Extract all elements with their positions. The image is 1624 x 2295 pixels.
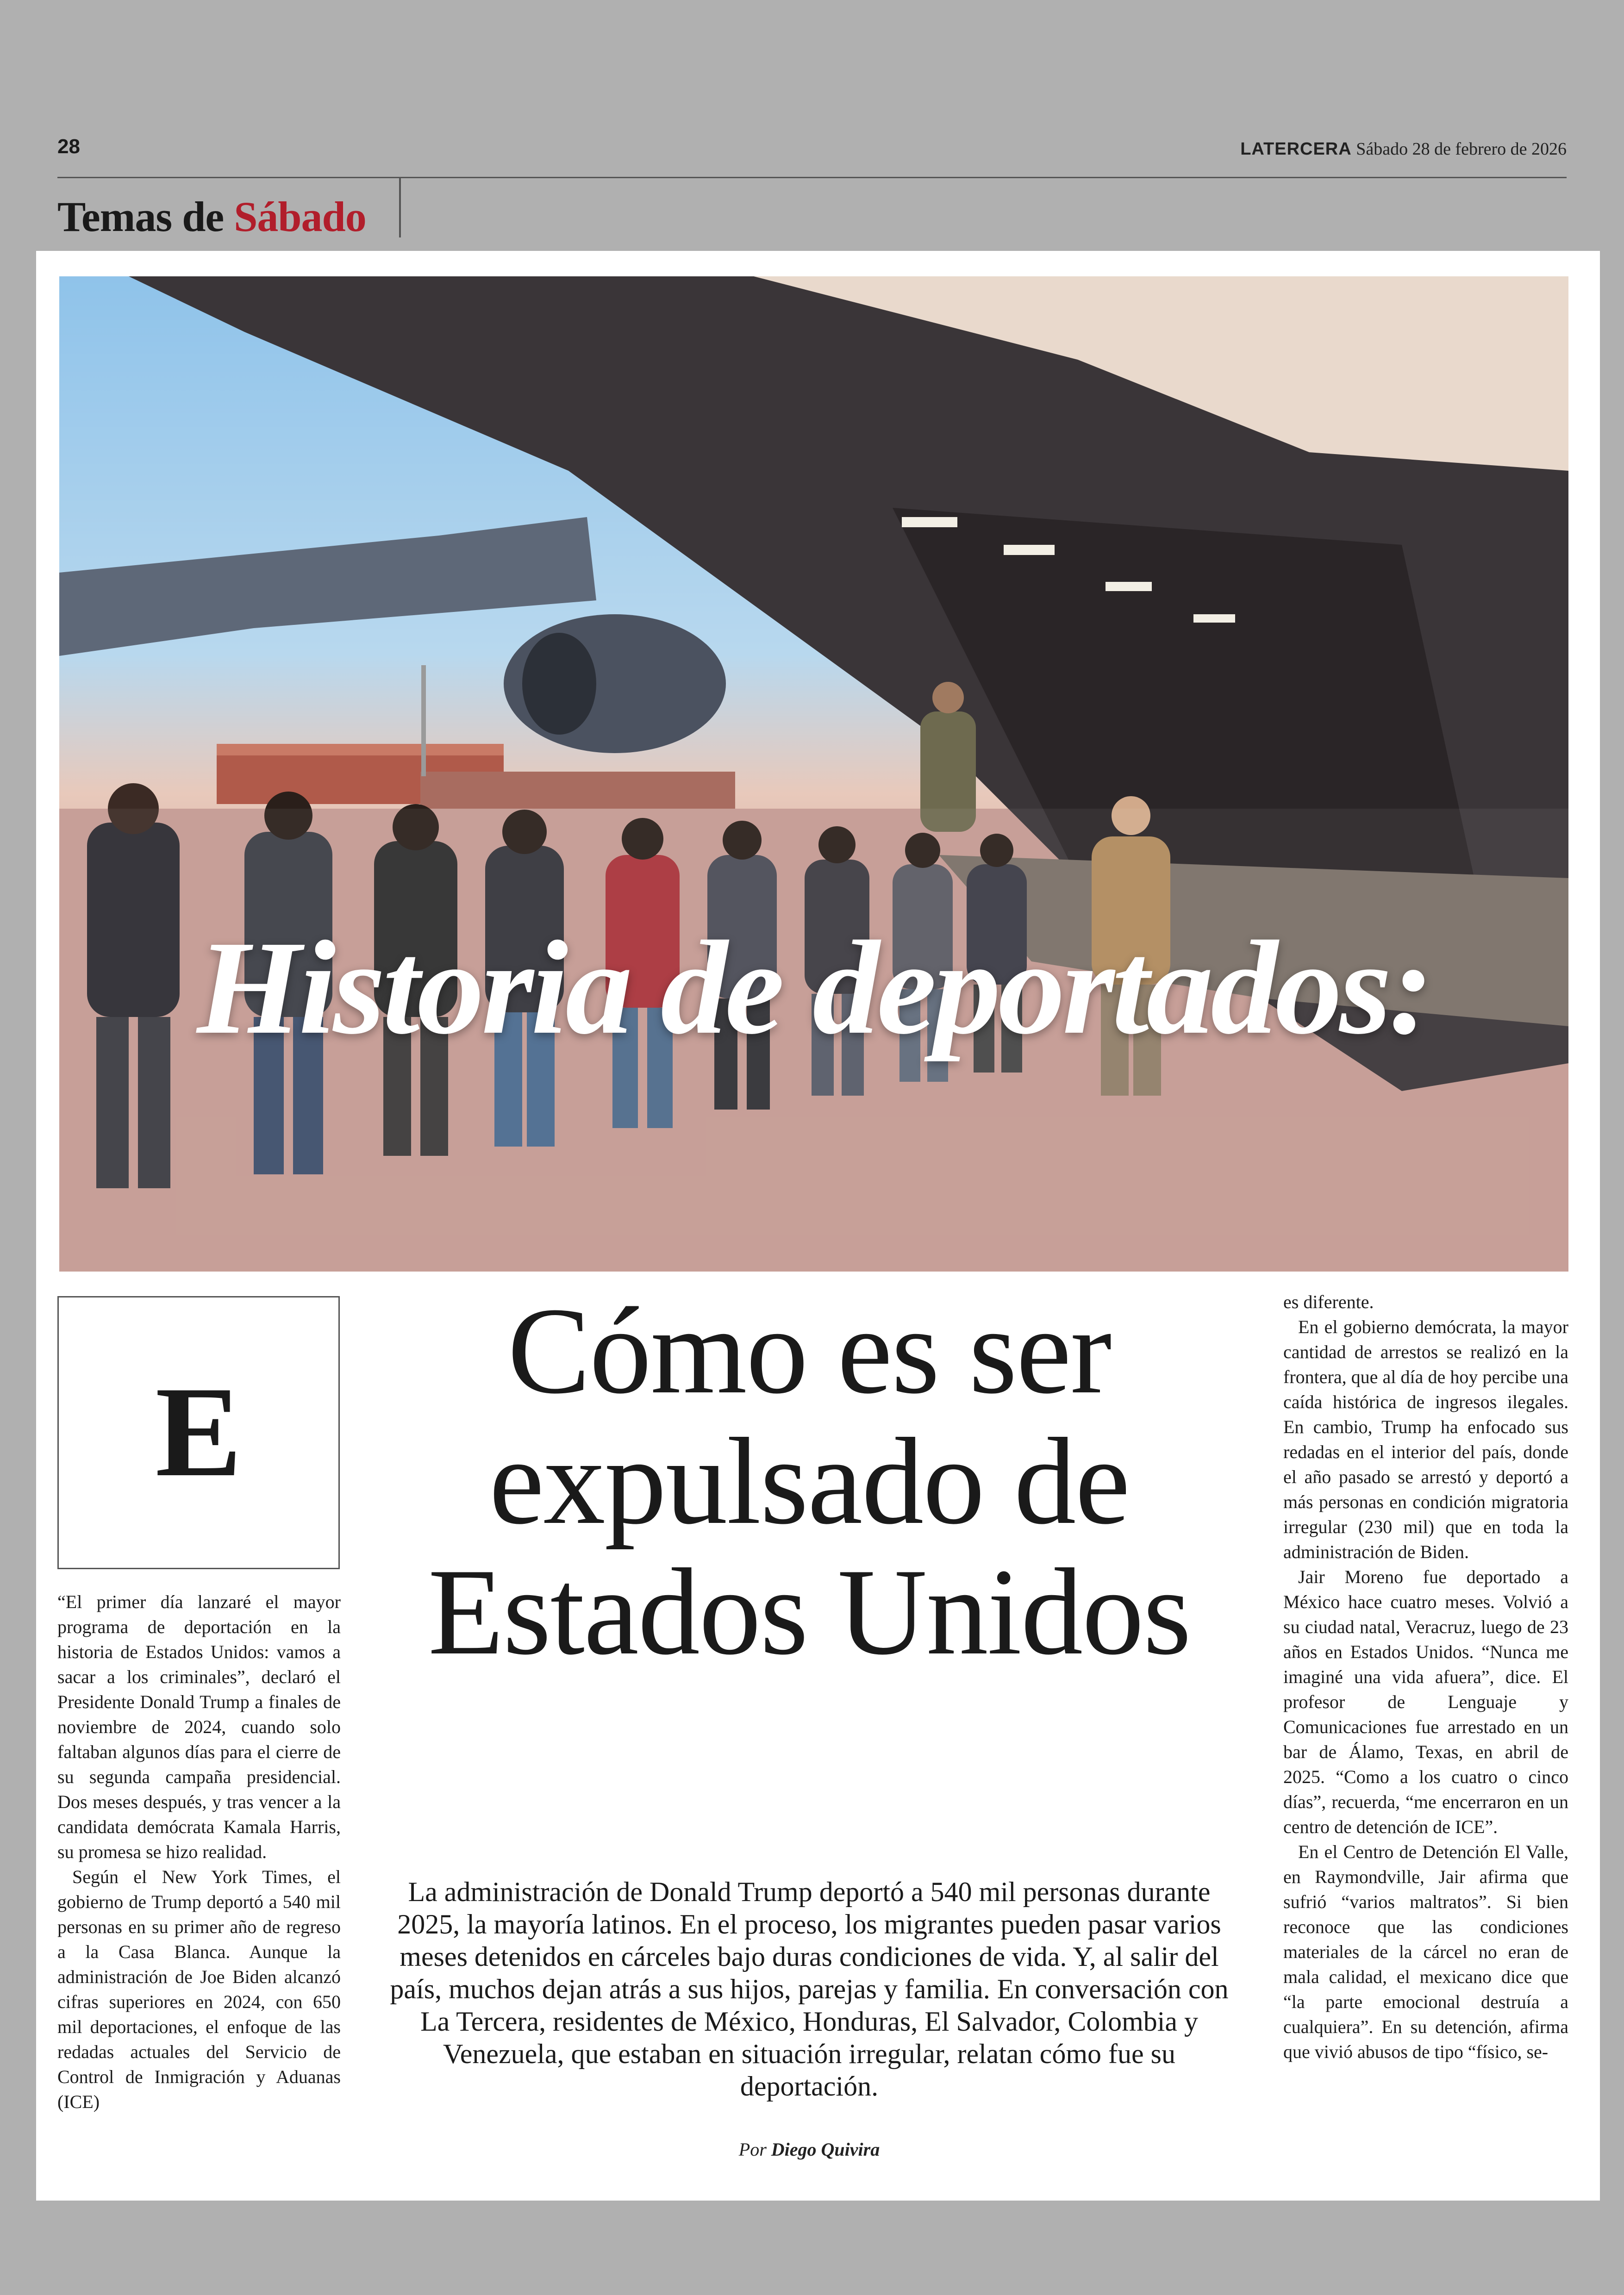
title-line: Cómo es ser: [507, 1282, 1111, 1419]
section-prefix: Temas de: [57, 193, 224, 240]
drop-cap: E: [155, 1360, 242, 1503]
dropcap-box: [57, 1296, 340, 1569]
paragraph: Jair Moreno fue deportado a México hace cuatro meses. Volvió a su ciudad natal, Veracruz, luego de 23 años en Estados Unidos. “Nunca me imaginé una vida afuera”, dice. El profesor de Lenguaje y Comunicaciones fue arrestado en un bar de Álamo, Texas, en abril de 2025. “Como a los cuatro o cinco días”, recuerda, “me encerraron en un centro de detención de ICE”.: [1283, 1566, 1568, 1837]
page-number: 28: [57, 135, 80, 158]
paragraph: En el gobierno demócrata, la mayor cantidad de arrestos se realizó en la frontera, que al día de hoy percibe una caída histórica de ingresos ilegales. En cambio, Trump ha enfocado sus redadas en el interior del país, donde el año pasado se arrestó y deportó a más personas en condición migratoria irregular (230 mil) que en toda la administración de Biden.: [1283, 1316, 1568, 1562]
light-pole: [421, 665, 426, 776]
photo-illustration: [59, 276, 1568, 1272]
article-sheet: [36, 251, 1600, 2201]
title-line: expulsado de: [489, 1412, 1130, 1550]
article-title: [369, 1282, 1249, 1680]
paragraph: Según el New York Times, el gobierno de Trump deportó a 540 mil personas en su primer año de regreso a la Casa Blanca. Aunque la administración de Joe Biden alcanzó cifras superiores en 2024, con 650 mil deportaciones, el enfoque de las redadas actuales del Servicio de Control de Inmigración y Aduanas (ICE): [57, 1866, 341, 2112]
title-line: Estados Unidos: [428, 1543, 1191, 1680]
photo-headline: Historia de deportados:: [197, 913, 1431, 1062]
header-rule: [57, 177, 1567, 178]
byline-prefix: Por: [738, 2139, 767, 2160]
body-column-right: [1283, 1290, 1568, 2164]
lead-photo: [59, 276, 1568, 1272]
section-title: [57, 192, 366, 241]
byline-author: Diego Quivira: [771, 2139, 880, 2160]
paragraph: En el Centro de Detención El Valle, en Raymondville, Jair afirma que sufrió “varios maltratos”. Si bien reconoce que las condiciones materiales de la cárcel no eran de mala calidad, el mexicano dice que “la parte emocional destruía a cualquiera”. En su detención, afirma que vivió abusos de tipo “físico, se-: [1283, 1841, 1568, 2062]
section-accent: Sábado: [234, 193, 366, 240]
section-divider: [399, 178, 401, 237]
masthead: [1240, 139, 1567, 159]
issue-date: Sábado 28 de febrero de 2026: [1356, 139, 1567, 159]
aircraft-wing: [59, 517, 596, 656]
article-deck: La administración de Donald Trump deportó a 540 mil personas durante 2025, la mayoría latinos. En el proceso, los migrantes pueden pasar varios meses detenidos en cárceles bajo duras condiciones de vida. Y, al salir del país, muchos dejan atrás a sus hijos, parejas y familia. En conversación con La Tercera, residentes de México, Honduras, El Salvador, Colombia y Venezuela, que estaban en situación irregular, relatan cómo fue su deportación.: [390, 1877, 1229, 2102]
paragraph: es diferente.: [1283, 1291, 1374, 1312]
paragraph: “El primer día lanzaré el mayor programa de deportación en la historia de Estados Unidos: vamos a sacar a los criminales”, declaró el Presidente Donald Trump a finales de noviembre de 2024, cuando solo faltaban algunos días para el cierre de su segunda campaña presidencial. Dos meses después, y tras vencer a la candidata demócrata Kamala Harris, su promesa se hizo realidad.: [57, 1591, 341, 1862]
body-column-left: [57, 1590, 341, 2162]
newspaper-brand: LATERCERA: [1240, 139, 1352, 159]
byline: [369, 2139, 1249, 2160]
